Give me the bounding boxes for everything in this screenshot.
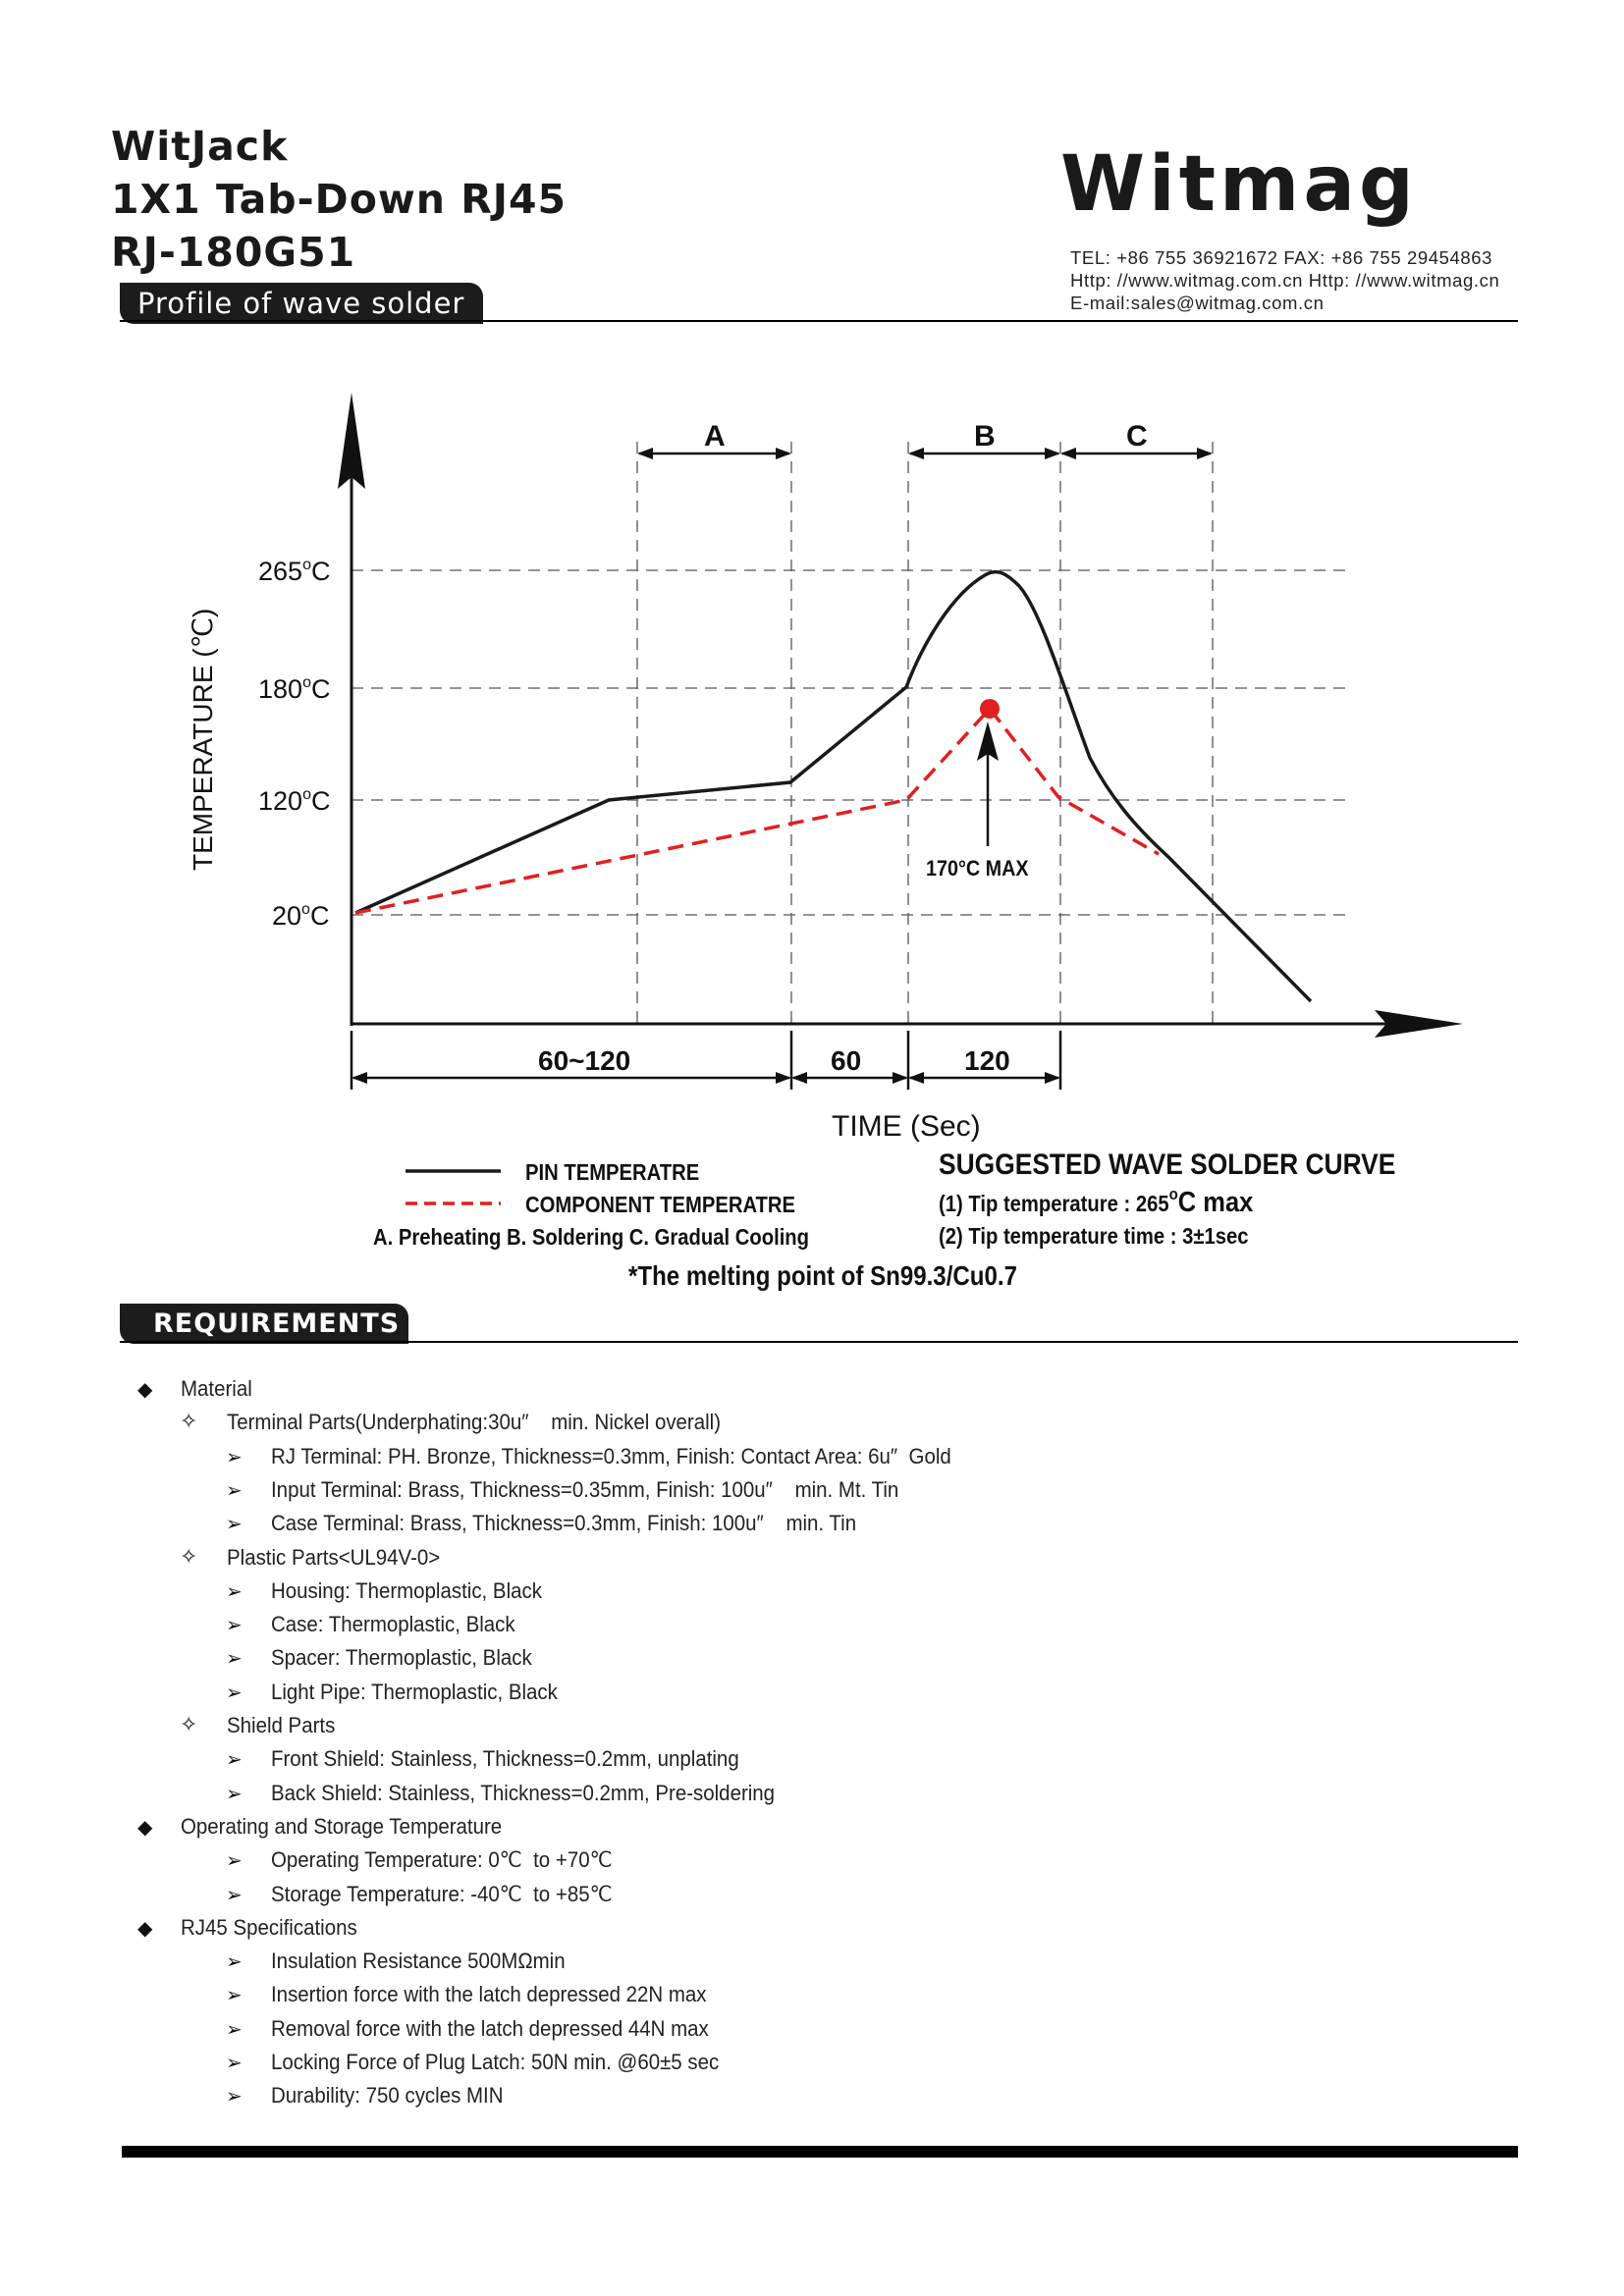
zone-label-a: A [704,420,726,453]
wave-solder-chart [0,344,1624,1315]
bullet-arrow-icon: ➢ [226,1782,243,1805]
requirement-item: Storage Temperature: -40℃ to +85℃ [271,1882,613,1906]
spec-tip-time: (2) Tip temperature time : 3±1sec [939,1222,1249,1250]
bullet-diamond-icon: ◆ [137,1916,153,1940]
bullet-arrow-icon: ➢ [226,2084,243,2108]
requirement-item: Operating Temperature: 0℃ to +70℃ [271,1847,613,1872]
bullet-arrow-icon: ➢ [226,1848,243,1872]
time-segment-1-label: 60~120 [538,1045,631,1076]
legend-pin-label: PIN TEMPERATRE [525,1158,700,1186]
bullet-arrow-icon: ➢ [226,1613,243,1636]
title-line-brand: WitJack [111,123,289,170]
bullet-arrow-icon: ➢ [226,1579,243,1603]
bullet-diamond-icon: ◆ [137,1815,153,1839]
zone-boundary-lines [637,442,1213,1023]
zone-label-b: B [974,420,996,453]
bullet-diamond-icon: ◆ [137,1377,153,1401]
bullet-arrow-icon: ➢ [226,1478,243,1502]
section-tab-requirements: REQUIREMENTS [120,1304,408,1344]
legend-component-label: COMPONENT TEMPERATRE [525,1191,796,1218]
y-tick-20: 20$^o$C [272,901,330,931]
bullet-arrow-icon: ➢ [226,2017,243,2041]
bullet-star-icon: ✧ [180,1545,198,1570]
y-axis-arrow [338,393,365,489]
company-logo: Witmag [1060,140,1418,229]
contact-phone-fax: TEL: +86 755 36921672 FAX: +86 755 29454863 [1070,247,1493,268]
requirement-item: Housing: Thermoplastic, Black [271,1578,542,1603]
requirement-item: Insertion force with the latch depressed 22N max [271,1982,707,2006]
requirement-item: Plastic Parts<UL94V-0> [227,1545,441,1570]
zone-label-c: C [1126,420,1148,453]
series-pin-temperature [355,572,1311,1001]
requirement-item: Shield Parts [227,1713,336,1737]
bullet-star-icon: ✧ [180,1410,198,1434]
requirement-item: Light Pipe: Thermoplastic, Black [271,1680,558,1704]
y-axis-label: TEMPERATURE (℃) [188,608,218,871]
contact-email: E-mail:sales@witmag.com.cn [1070,293,1325,313]
y-tick-120: 120$^o$C [258,786,331,816]
bullet-arrow-icon: ➢ [226,2051,243,2074]
requirement-item: Operating and Storage Temperature [181,1814,503,1839]
requirement-item: Locking Force of Plug Latch: 50N min. @60±5 sec [271,2050,720,2074]
requirement-item: RJ45 Specifications [181,1915,357,1940]
header-divider [120,320,1518,322]
bullet-arrow-icon: ➢ [226,1445,243,1468]
requirement-item: Terminal Parts(Underphating:30u″ min. Nickel overall) [227,1410,722,1434]
requirement-item: Spacer: Thermoplastic, Black [271,1645,532,1670]
y-tick-265: 265$^o$C [258,557,331,586]
requirements-divider [120,1341,1518,1343]
requirement-item: Back Shield: Stainless, Thickness=0.2mm, Pre-soldering [271,1781,776,1805]
peak-annotation-label: 170°C MAX [926,857,1029,881]
section-tab-profile: Profile of wave solder [120,283,483,324]
spec-tip-temperature: (1) Tip temperature : 265$^o$C max [939,1185,1254,1218]
component-peak-marker [980,699,1000,719]
document-title [111,120,567,279]
series-component-temperature [355,709,1159,913]
title-line-part-number: RJ-180G51 [111,229,356,276]
requirement-item: Front Shield: Stainless, Thickness=0.2mm, unplating [271,1746,739,1771]
requirement-item: Input Terminal: Brass, Thickness=0.35mm, Finish: 100u″ min. Mt. Tin [271,1477,899,1502]
melting-point-note: *The melting point of Sn99.3/Cu0.7 [628,1259,1017,1292]
time-segment-3-label: 120 [964,1045,1010,1076]
horizontal-gridlines [352,570,1350,915]
requirement-item: Case Terminal: Brass, Thickness=0.3mm, Finish: 100u″ min. Tin [271,1511,857,1535]
requirement-item: Insulation Resistance 500MΩmin [271,1949,566,1973]
bullet-arrow-icon: ➢ [226,1949,243,1973]
bullet-arrow-icon: ➢ [226,1646,243,1670]
contact-websites: Http: //www.witmag.com.cn Http: //www.witmag.cn [1070,270,1500,291]
requirement-item: RJ Terminal: PH. Bronze, Thickness=0.3mm, Finish: Contact Area: 6u″ Gold [271,1444,951,1468]
title-line-product: 1X1 Tab-Down RJ45 [111,176,568,223]
requirement-item: Removal force with the latch depressed 44N max [271,2016,709,2041]
bullet-arrow-icon: ➢ [226,1512,243,1535]
bullet-arrow-icon: ➢ [226,1681,243,1704]
y-tick-labels [258,557,330,931]
footer-bar [122,2146,1518,2158]
bullet-arrow-icon: ➢ [226,1747,243,1771]
x-axis-label: TIME (Sec) [832,1110,981,1143]
zone-legend: A. Preheating B. Soldering C. Gradual Cooling [373,1223,810,1251]
requirement-item: Material [181,1376,252,1401]
curve-title: SUGGESTED WAVE SOLDER CURVE [939,1147,1396,1181]
y-tick-180: 180$^o$C [258,674,331,704]
bullet-arrow-icon: ➢ [226,1983,243,2006]
requirement-item: Durability: 750 cycles MIN [271,2083,504,2108]
time-segment-2-label: 60 [831,1045,862,1076]
bullet-arrow-icon: ➢ [226,1883,243,1906]
bullet-star-icon: ✧ [180,1713,198,1737]
x-axis-arrow [1375,1010,1463,1038]
requirement-item: Case: Thermoplastic, Black [271,1612,515,1636]
